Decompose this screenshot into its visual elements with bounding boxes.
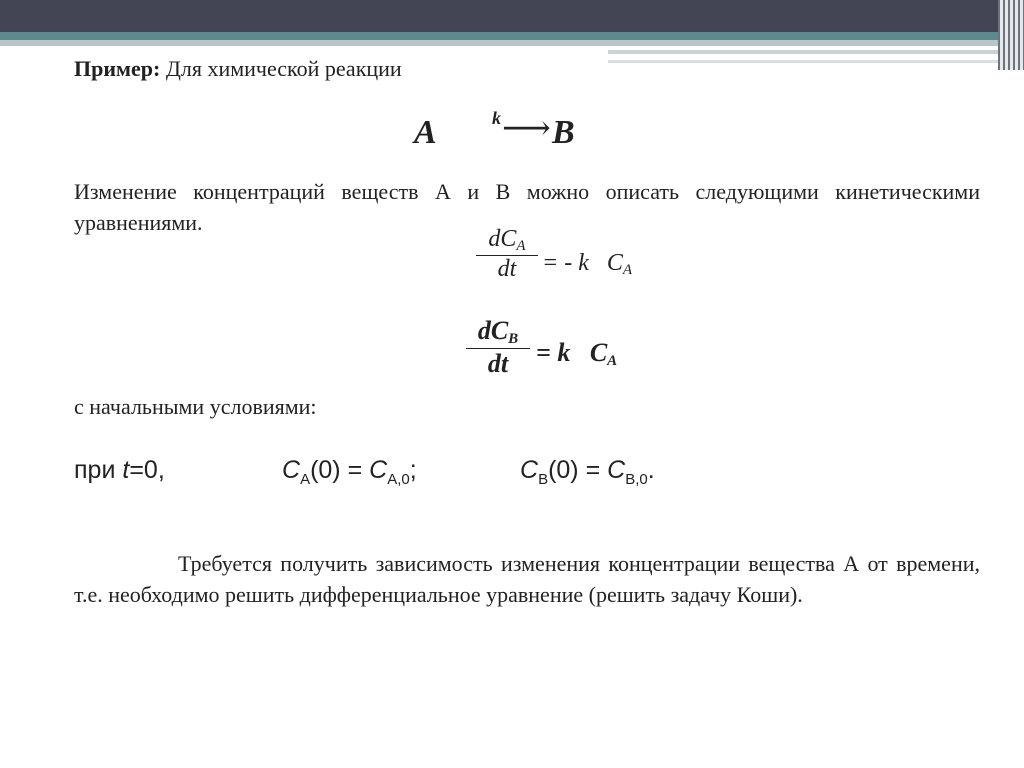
slide-heading <box>74 56 402 82</box>
initial-condition-a: $C_A(0) = C_{A,0}$; <box>282 456 417 488</box>
header-accent-bar <box>0 32 1000 40</box>
eq2-denominator: dt <box>487 349 509 378</box>
intro-paragraph: Изменение концентраций веществ А и В можно описать следующими кинетическими уравнениями. <box>74 179 980 235</box>
equation-2-rhs: = k $C_A$ <box>536 338 618 369</box>
decor-line <box>608 50 1000 54</box>
rate-constant: k <box>492 108 501 128</box>
task-paragraph: Требуется получить зависимость изменения концентрации вещества А от времени, т.е. необходимо решить дифференциальное уравнение (решить задачу Коши). <box>74 551 980 607</box>
product: B <box>552 114 575 151</box>
equation-1-fraction <box>476 226 538 283</box>
reaction-arrow: ⟶ <box>502 110 551 147</box>
eq2-numerator: $dC_B$ <box>477 316 519 347</box>
eq1-denominator: dt <box>497 256 517 282</box>
eq1-numerator: $dC_A$ <box>488 226 526 254</box>
initial-condition-b: $C_B(0) = C_{B,0}$. <box>520 456 655 488</box>
heading-bold: Пример: <box>74 56 161 81</box>
equation-2-fraction <box>466 316 530 379</box>
header-accent-bar-light <box>0 40 1000 46</box>
conditions-label: с начальными условиями: <box>74 394 317 419</box>
decor-stripes <box>998 0 1024 70</box>
decor-line <box>608 60 1000 63</box>
header-bar <box>0 0 1024 32</box>
initial-time: при t=0, <box>74 456 165 484</box>
reactant: A <box>414 114 437 151</box>
equation-1-rhs: = - k $C_A$ <box>542 250 633 278</box>
reaction-scheme <box>414 108 575 152</box>
heading-text: Для химической реакции <box>165 56 402 81</box>
